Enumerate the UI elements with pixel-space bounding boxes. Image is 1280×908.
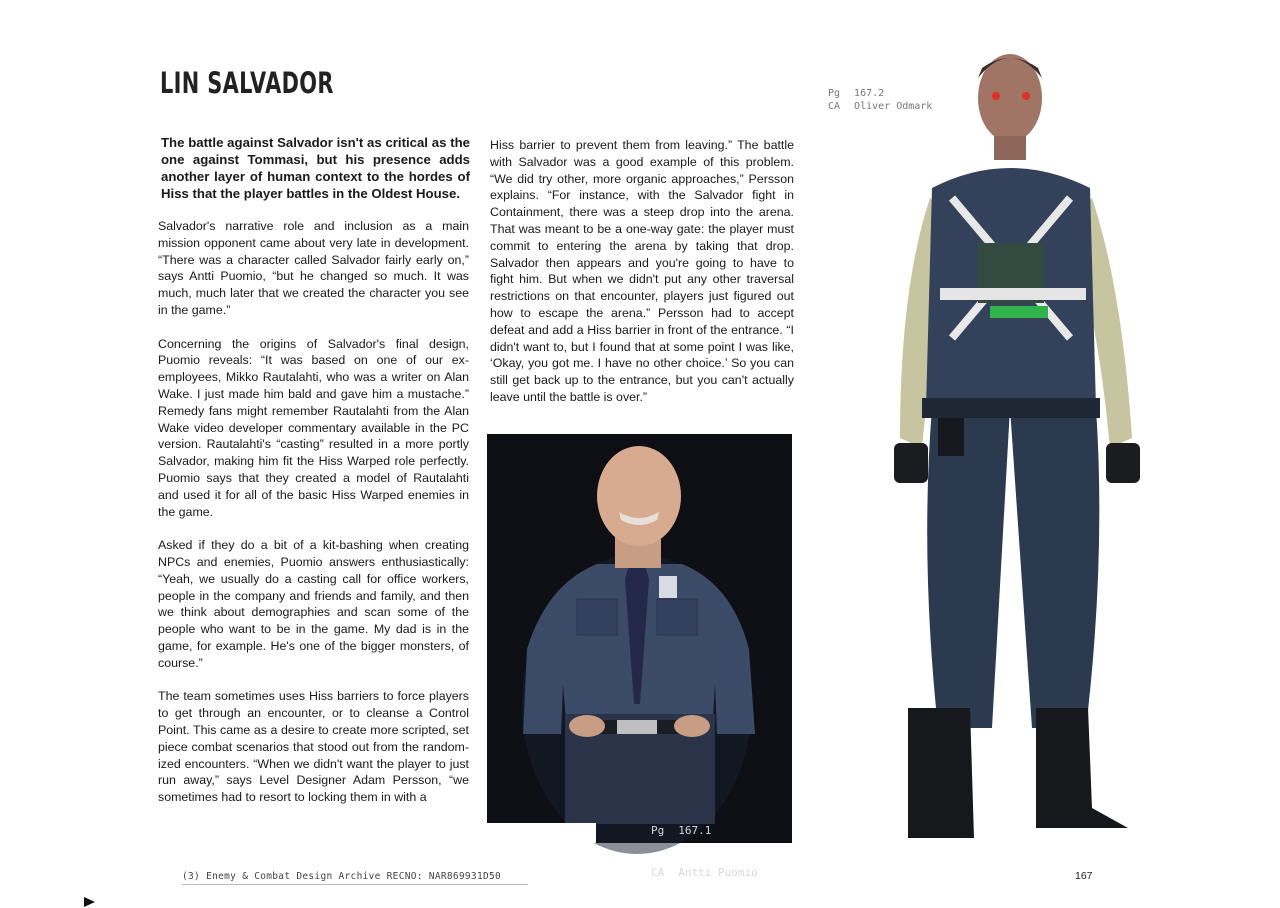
left-paragraph-3: Asked if they do a bit of a kit-bashing when creating NPCs and enemies, Puomio answers enthusiastically: “Yeah, we usually do a casting call for office workers, people in the company and friends and family, and then we think about demographies and scan some of the people who want to be in the game. My dad is in the game, for example. He's one of the bigger monsters, of course.” <box>158 538 469 670</box>
left-text-column <box>158 218 469 823</box>
lead-paragraph: The battle against Salvador isn't as critical as the one against Tommasi, but his presence adds another layer of human context to the hordes of Hiss that the player battles in the Oldest House. <box>161 135 470 201</box>
page-number: 167 <box>1075 870 1093 882</box>
photo-corner-notch <box>487 823 596 843</box>
photo-caption-pg-value: 167.1 <box>678 824 712 837</box>
actor-photo <box>487 434 792 879</box>
concept-artwork <box>860 38 1160 858</box>
art-caption-pg-label: Pg <box>828 88 841 99</box>
page-title: LIN SALVADOR <box>160 66 334 100</box>
photo-caption <box>651 796 758 908</box>
right-paragraph-1: Hiss barrier to prevent them from leaving.” The battle with Salvador was a good example of this problem. “We did try other, more organic approaches,” Persson explains. “For instance, with the Salvador fight in Containment, there was a steep drop into the arena. That was meant to be a one-way gate: the player must commit to entering the arena by taking that drop. Salvador then appears and you're going to have to fight him. But when we didn't put any other traversal restrictions on that encounter, players just figured out how to escape the arena.” Persson had to accept defeat and add a Hiss barrier in front of the entrance. “I didn't want to, but I found that at some point I was like, ‘Okay, you got me. I have no other choice.’ So you can still get back up to the entrance, but you can't actually leave until the battle is over.” <box>490 138 794 404</box>
page-marker-arrow-icon <box>84 897 95 907</box>
art-caption-ca-value: Oliver Odmark <box>854 101 933 112</box>
actor-photo-illustration <box>487 434 792 843</box>
photo-caption-pg-label: Pg <box>651 824 665 837</box>
footer-divider <box>182 884 528 885</box>
left-paragraph-2: Concerning the origins of Salvador's final design, Puomio reveals: “It was based on one of our ex-employees, Mikko Rautalahti, who was a writer on Alan Wake. I just made him bald and gave him a mustache.” Remedy fans might remember Rautalahti from the Alan Wake video developer commentary available in the PC version. Rautalahti's “casting” resulted in a more portly Salvador, making him fit the Hiss Warped role perfectly. Puomio says that they created a model of Rautalahti and used it for all of the basic Hiss Warped enemies in the game. <box>158 336 469 519</box>
right-text-column <box>490 137 794 423</box>
photo-caption-ca-value: Antti Puomio <box>678 866 758 879</box>
left-paragraph-4: The team sometimes uses Hiss barriers to force players to get through an encounter, or to cleanse a Control Point. This came as a desire to create more scripted, set piece combat scenarios that stood out from the random-ized encounters. “When we didn't want the player to just run away,” says Level Designer Adam Persson, “we sometimes had to resort to locking them in with a <box>158 689 469 805</box>
left-paragraph-1: Salvador's narrative role and inclusion as a main mission opponent came about very late in development. “There was a character called Salvador fairly early on,” says Antti Puomio, “but he changed so much. It was much, much later that we created the character you see in the game.” <box>158 219 469 317</box>
art-caption-pg-value: 167.2 <box>854 88 885 99</box>
footer-archive-label: (3) Enemy & Combat Design Archive RECNO: NAR869931D50 <box>182 871 502 882</box>
photo-caption-ca-label: CA <box>651 866 665 879</box>
art-caption-ca-label: CA <box>828 101 841 112</box>
concept-artwork-illustration <box>860 38 1160 858</box>
